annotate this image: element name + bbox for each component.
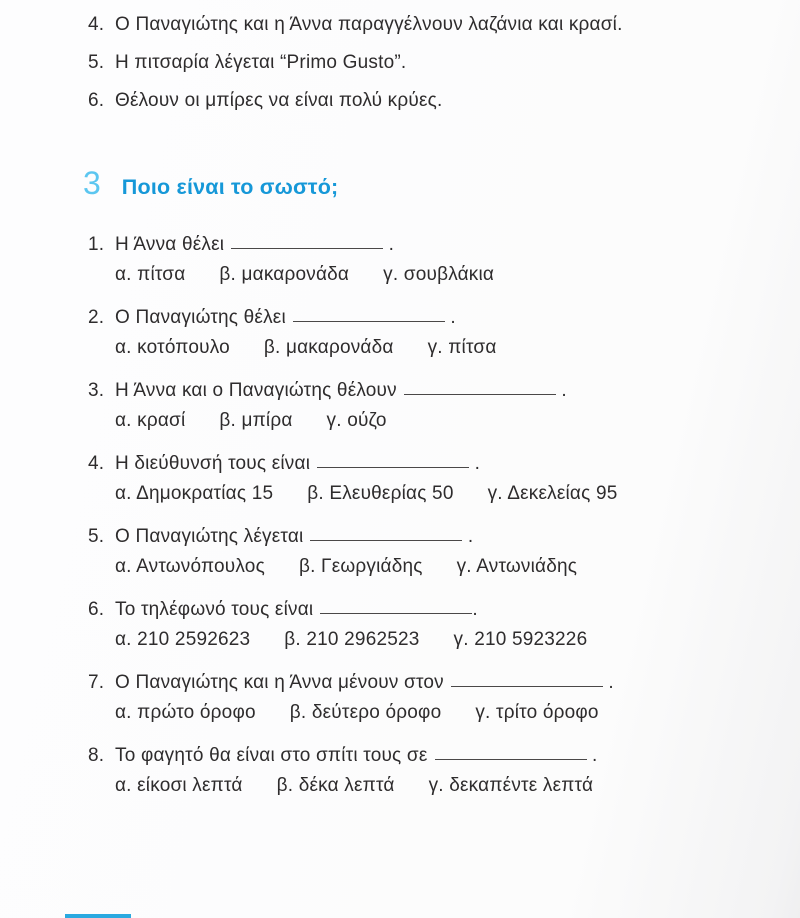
option: γ. ούζο — [326, 410, 387, 431]
statement-item — [88, 13, 760, 37]
statement-text: Θέλουν οι μπίρες να είναι πολύ κρύες. — [115, 90, 443, 111]
option: γ. Δεκελείας 95 — [487, 483, 618, 504]
question-body — [115, 522, 577, 582]
statement-item — [88, 89, 760, 113]
option: γ. 210 5923226 — [453, 629, 588, 650]
sentence-end-punctuation: . — [602, 672, 614, 693]
previous-exercise-statements — [88, 13, 760, 113]
question-list — [88, 230, 760, 801]
question-item — [88, 230, 760, 290]
question-sentence — [115, 595, 587, 625]
option: β. δεύτερο όροφο — [289, 702, 442, 723]
sentence-end-punctuation: . — [555, 380, 567, 401]
sentence-end-punctuation: . — [462, 526, 474, 547]
answer-blank — [310, 540, 462, 541]
option: γ. δεκαπέντε λεπτά — [428, 775, 594, 796]
option: α. Δημοκρατίας 15 — [115, 483, 274, 504]
question-sentence — [115, 741, 597, 771]
option: γ. σουβλάκια — [383, 264, 495, 285]
question-options — [115, 333, 497, 363]
question-body — [115, 449, 617, 509]
question-options — [115, 625, 587, 655]
answer-blank — [231, 248, 383, 249]
option: γ. Αντωνιάδης — [456, 556, 578, 577]
question-sentence — [115, 449, 617, 479]
sentence-end-punctuation: . — [586, 745, 598, 766]
question-sentence — [115, 376, 567, 406]
question-body — [115, 741, 597, 801]
statement-number: 4. — [88, 14, 105, 35]
question-prompt: Ο Παναγιώτης και η Άννα μένουν στον — [115, 672, 444, 693]
option: β. Ελευθερίας 50 — [307, 483, 454, 504]
question-sentence — [115, 668, 614, 698]
option: γ. τρίτο όροφο — [475, 702, 599, 723]
option: β. μακαρονάδα — [219, 264, 350, 285]
question-item — [88, 668, 760, 728]
option: α. πρώτο όροφο — [115, 702, 256, 723]
statement-item — [88, 51, 760, 75]
question-sentence — [115, 303, 497, 333]
option: α. Αντωνόπουλος — [115, 556, 265, 577]
question-body — [115, 595, 587, 655]
option: γ. πίτσα — [427, 337, 497, 358]
answer-blank — [451, 686, 603, 687]
question-item — [88, 741, 760, 801]
statement-number: 6. — [88, 90, 105, 111]
question-options — [115, 698, 614, 728]
question-sentence — [115, 230, 494, 260]
statement-number: 5. — [88, 52, 105, 73]
question-body — [115, 668, 614, 728]
question-body — [115, 376, 567, 436]
question-number: 6. — [88, 599, 105, 620]
exercise-heading — [83, 166, 760, 200]
question-prompt: Η διεύθυνσή τους είναι — [115, 453, 311, 474]
question-item — [88, 595, 760, 655]
question-prompt: Ο Παναγιώτης θέλει — [115, 307, 286, 328]
question-number: 8. — [88, 745, 105, 766]
exercise-title: Ποιο είναι το σωστό; — [121, 175, 339, 199]
question-options — [115, 771, 597, 801]
option: α. κρασί — [115, 410, 186, 431]
question-number: 4. — [88, 453, 105, 474]
question-options — [115, 406, 567, 436]
question-options — [115, 552, 577, 582]
question-number: 5. — [88, 526, 105, 547]
sentence-end-punctuation: . — [444, 307, 456, 328]
question-body — [115, 303, 497, 363]
option: β. μακαρονάδα — [263, 337, 394, 358]
option: α. 210 2592623 — [115, 629, 251, 650]
option: α. πίτσα — [115, 264, 186, 285]
statement-text: Η πιτσαρία λέγεται “Primo Gusto”. — [115, 52, 407, 73]
question-options — [115, 260, 494, 290]
option: α. κοτόπουλο — [115, 337, 230, 358]
question-prompt: Ο Παναγιώτης λέγεται — [115, 526, 304, 547]
answer-blank — [404, 394, 556, 395]
question-item — [88, 522, 760, 582]
question-number: 1. — [88, 234, 105, 255]
page-footer-accent-bar — [65, 914, 131, 918]
question-number: 3. — [88, 380, 105, 401]
sentence-end-punctuation: . — [383, 234, 395, 255]
answer-blank — [320, 613, 472, 614]
statement-text: Ο Παναγιώτης και η Άννα παραγγέλνουν λαζάνια και κρασί. — [115, 14, 623, 35]
option: β. 210 2962523 — [284, 629, 420, 650]
question-prompt: Η Άννα θέλει — [115, 234, 225, 255]
sentence-end-punctuation: . — [472, 599, 478, 620]
answer-blank — [293, 321, 445, 322]
question-options — [115, 479, 617, 509]
option: β. μπίρα — [219, 410, 293, 431]
question-prompt: Το τηλέφωνό τους είναι — [115, 599, 314, 620]
sentence-end-punctuation: . — [469, 453, 481, 474]
option: β. Γεωργιάδης — [298, 556, 423, 577]
question-item — [88, 303, 760, 363]
question-prompt: Το φαγητό θα είναι στο σπίτι τους σε — [115, 745, 428, 766]
question-item — [88, 376, 760, 436]
question-sentence — [115, 522, 577, 552]
question-number: 7. — [88, 672, 105, 693]
option: α. είκοσι λεπτά — [115, 775, 243, 796]
option: β. δέκα λεπτά — [276, 775, 395, 796]
question-body — [115, 230, 494, 290]
answer-blank — [317, 467, 469, 468]
question-number: 2. — [88, 307, 105, 328]
exercise-number: 3 — [83, 165, 101, 201]
question-item — [88, 449, 760, 509]
answer-blank — [435, 759, 587, 760]
question-prompt: Η Άννα και ο Παναγιώτης θέλουν — [115, 380, 397, 401]
